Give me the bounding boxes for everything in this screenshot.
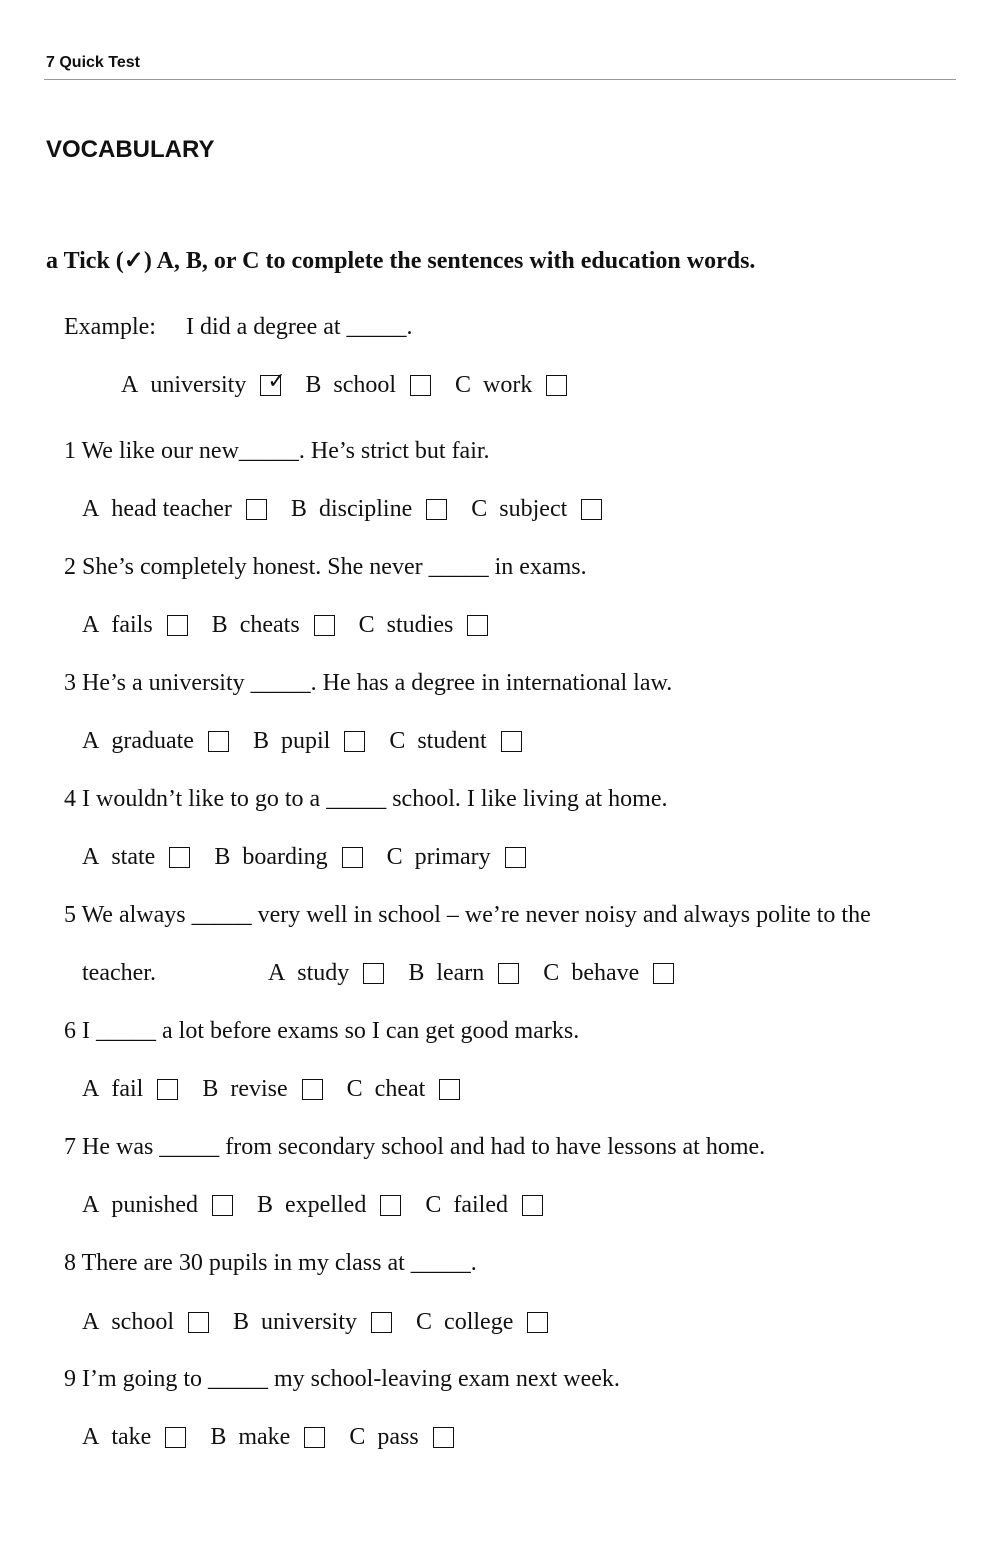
question-text: 5 We always _____ very well in school – we’re never noisy and always polite to the <box>64 902 871 928</box>
option-c[interactable] <box>349 1422 453 1452</box>
option-a[interactable] <box>82 1307 209 1337</box>
option-a[interactable] <box>82 1422 186 1452</box>
option-letter: C <box>416 1309 433 1335</box>
checkbox[interactable] <box>426 499 447 520</box>
option-word: student <box>417 728 487 754</box>
option-letter: B <box>257 1192 274 1218</box>
checkbox[interactable] <box>505 847 526 868</box>
option-letter: B <box>211 612 228 638</box>
option-word: school <box>111 1309 175 1335</box>
instruction: a Tick (✓) A, B, or C to complete the sentences with education words. <box>46 248 756 274</box>
example-option-b[interactable] <box>305 370 431 400</box>
question-options <box>82 1307 572 1337</box>
option-letter: C <box>346 1076 363 1102</box>
option-b[interactable] <box>291 494 447 524</box>
option-word: expelled <box>285 1192 367 1218</box>
page-header: 7 Quick Test <box>46 54 140 71</box>
option-word: learn <box>436 960 485 986</box>
checkbox[interactable] <box>467 615 488 636</box>
option-letter: B <box>233 1309 250 1335</box>
checkbox[interactable] <box>260 368 286 396</box>
checkbox[interactable] <box>433 1427 454 1448</box>
option-word: graduate <box>111 728 194 754</box>
checkbox[interactable] <box>246 499 267 520</box>
option-letter: A <box>121 372 139 398</box>
checkbox[interactable] <box>653 963 674 984</box>
checkbox[interactable] <box>314 615 335 636</box>
checkbox[interactable] <box>363 963 384 984</box>
option-b[interactable] <box>408 958 519 988</box>
checkbox[interactable] <box>501 731 522 752</box>
option-letter: C <box>455 372 472 398</box>
checkbox[interactable] <box>169 847 190 868</box>
option-letter: A <box>267 960 286 986</box>
option-word: punished <box>111 1192 199 1218</box>
checkbox[interactable] <box>546 375 567 396</box>
option-b[interactable] <box>257 1190 401 1220</box>
option-word: studies <box>386 612 454 638</box>
option-letter: A <box>82 728 100 754</box>
option-letter: B <box>305 372 322 398</box>
option-a[interactable] <box>82 610 188 640</box>
option-letter: B <box>252 728 269 754</box>
checkbox[interactable] <box>302 1079 323 1100</box>
checkbox[interactable] <box>304 1427 325 1448</box>
option-b[interactable] <box>233 1307 392 1337</box>
option-c[interactable] <box>387 842 526 872</box>
question-options <box>82 958 698 988</box>
checkbox[interactable] <box>498 963 519 984</box>
option-letter: C <box>349 1424 366 1450</box>
option-letter: B <box>214 844 231 870</box>
question-text: 6 I _____ a lot before exams so I can get good marks. <box>64 1018 580 1044</box>
checkbox[interactable] <box>527 1312 548 1333</box>
checkbox[interactable] <box>165 1427 186 1448</box>
option-letter: B <box>290 496 307 522</box>
option-a[interactable] <box>82 1190 233 1220</box>
checkbox[interactable] <box>344 731 365 752</box>
option-word: work <box>483 372 533 398</box>
question-options <box>82 1190 567 1220</box>
question-continuation: teacher. <box>82 960 156 986</box>
option-letter: A <box>82 612 100 638</box>
option-letter: B <box>210 1424 227 1450</box>
question-text: 8 There are 30 pupils in my class at _____. <box>64 1250 477 1276</box>
option-word: cheat <box>374 1076 426 1102</box>
question-text: 7 He was _____ from secondary school and had to have lessons at home. <box>64 1134 766 1160</box>
option-a[interactable] <box>268 958 384 988</box>
checkbox[interactable] <box>410 375 431 396</box>
checkbox[interactable] <box>212 1195 233 1216</box>
question-options <box>82 726 546 756</box>
option-word: university <box>261 1309 358 1335</box>
option-letter: A <box>82 496 100 522</box>
option-word: pupil <box>280 728 331 754</box>
option-word: subject <box>499 496 568 522</box>
option-c[interactable] <box>359 610 489 640</box>
checkbox[interactable] <box>208 731 229 752</box>
option-c[interactable] <box>389 726 521 756</box>
question-options <box>82 842 550 872</box>
option-letter: B <box>202 1076 219 1102</box>
checkbox[interactable] <box>342 847 363 868</box>
question-options <box>82 1422 478 1452</box>
question-text: 3 He’s a university _____. He has a degree in international law. <box>64 670 673 696</box>
tick-icon: ✓ <box>267 368 286 394</box>
option-word: behave <box>571 960 640 986</box>
option-a[interactable] <box>82 842 190 872</box>
question-text: 9 I’m going to _____ my school-leaving exam next week. <box>64 1366 620 1392</box>
question-options <box>82 610 512 640</box>
option-letter: A <box>82 1309 100 1335</box>
option-letter: C <box>358 612 375 638</box>
question-text: 2 She’s completely honest. She never _____ in exams. <box>64 554 587 580</box>
option-word: college <box>444 1309 514 1335</box>
example-option-c[interactable] <box>455 370 567 400</box>
header-divider <box>44 79 956 80</box>
checkbox[interactable] <box>581 499 602 520</box>
question-options <box>82 494 626 524</box>
option-c[interactable] <box>425 1190 543 1220</box>
option-c[interactable] <box>416 1307 548 1337</box>
option-a[interactable] <box>82 494 267 524</box>
example-text: I did a degree at _____. <box>185 314 413 340</box>
checkbox[interactable] <box>439 1079 460 1100</box>
option-word: fails <box>111 612 153 638</box>
example-label: Example: <box>64 314 156 340</box>
option-c[interactable] <box>471 494 602 524</box>
option-letter: C <box>386 844 403 870</box>
option-b[interactable] <box>210 1422 325 1452</box>
option-letter: C <box>543 960 560 986</box>
option-word: revise <box>230 1076 288 1102</box>
option-word: study <box>297 960 350 986</box>
option-word: school <box>333 372 397 398</box>
option-c[interactable] <box>543 958 674 988</box>
option-word: failed <box>453 1192 508 1218</box>
section-title: VOCABULARY <box>46 136 215 163</box>
option-word: fail <box>111 1076 144 1102</box>
question-text: 4 I wouldn’t like to go to a _____ school. I like living at home. <box>64 786 668 812</box>
option-word: head teacher <box>111 496 232 522</box>
option-a[interactable] <box>82 1074 178 1104</box>
option-word: primary <box>414 844 491 870</box>
example-options <box>121 370 591 400</box>
option-c[interactable] <box>347 1074 461 1104</box>
option-letter: A <box>82 844 100 870</box>
checkbox[interactable] <box>157 1079 178 1100</box>
option-b[interactable] <box>212 610 335 640</box>
option-letter: A <box>82 1076 100 1102</box>
option-b[interactable] <box>253 726 365 756</box>
option-word: cheats <box>239 612 300 638</box>
option-b[interactable] <box>214 842 362 872</box>
checkbox[interactable] <box>371 1312 392 1333</box>
example-option-a[interactable] <box>121 368 286 400</box>
example-sentence <box>64 312 413 342</box>
checkbox[interactable] <box>188 1312 209 1333</box>
option-b[interactable] <box>202 1074 322 1104</box>
question-text: 1 We like our new_____. He’s strict but fair. <box>64 438 490 464</box>
option-word: state <box>111 844 156 870</box>
option-letter: C <box>471 496 488 522</box>
option-word: take <box>111 1424 152 1450</box>
checkbox[interactable] <box>167 615 188 636</box>
option-word: boarding <box>242 844 328 870</box>
option-letter: C <box>425 1192 442 1218</box>
option-letter: A <box>82 1424 100 1450</box>
option-letter: A <box>82 1192 100 1218</box>
checkbox[interactable] <box>380 1195 401 1216</box>
option-a[interactable] <box>82 726 229 756</box>
option-word: university <box>150 372 247 398</box>
option-word: discipline <box>318 496 413 522</box>
option-word: pass <box>377 1424 419 1450</box>
option-letter: C <box>389 728 406 754</box>
checkbox[interactable] <box>522 1195 543 1216</box>
option-word: make <box>238 1424 291 1450</box>
option-letter: B <box>408 960 425 986</box>
question-options <box>82 1074 484 1104</box>
